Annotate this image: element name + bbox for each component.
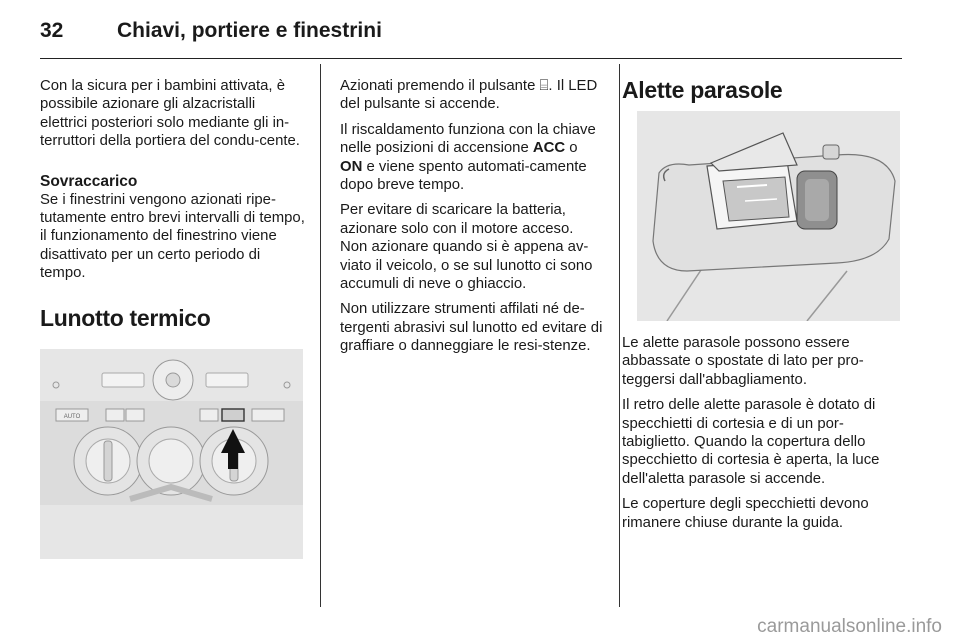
or-word: o (565, 140, 578, 157)
overload-paragraph: Se i finestrini vengono azionati ripe-tutamente entro brevi intervalli di tempo, il funzionamento del finestrino viene disattivato per un certo periodo di tempo. (40, 191, 305, 282)
column-divider-2 (619, 64, 620, 607)
auto-button-label: AUTO (63, 414, 81, 420)
column-right (622, 76, 902, 104)
header-rule (40, 58, 902, 59)
sun-visor-paragraph-3: Le coperture degli specchietti devono rimanere chiuse durante la guida. (622, 496, 869, 531)
battery-paragraph: Per evitare di scaricare la batteria, azionare solo con il motore acceso. Non azionare quando si è appena av-viato il veicolo, o se sul lunotto ci sono accumuli di neve o ghiaccio. (340, 202, 593, 293)
sun-visor-paragraph-1: Le alette parasole possono essere abbassate o spostate di lato per pro-teggersi dall'abbagliamento. (622, 335, 864, 388)
ignition-text-end: e viene spento automati-camente dopo breve tempo. (340, 158, 587, 194)
page-number: 32 (40, 19, 64, 42)
sun-visor-illustration (637, 111, 900, 321)
ignition-text-start: Il riscaldamento funziona con la chiave nelle posizioni di accensione (340, 121, 596, 157)
sun-visor-figure (637, 111, 900, 321)
climate-control-illustration (40, 349, 303, 559)
sun-visor-paragraph-2: Il retro delle alette parasole è dotato di specchietti di cortesia e di un por-tabiglietto. Quando la copertura dello specchietto di cortesia è aperta, la luce dell'aletta parasole si accende. (622, 397, 880, 487)
column-divider-1 (320, 64, 321, 607)
on-label: ON (340, 158, 363, 175)
watermark: carmanualsonline.info (757, 616, 942, 637)
rear-window-heading: Lunotto termico (40, 304, 211, 331)
column-left (40, 77, 305, 332)
page-title: Chiavi, portiere e finestrini (117, 19, 382, 42)
child-lock-paragraph: Con la sicura per i bambini attivata, è possibile azionare gli alzacristalli elettrici posteriori solo mediante gli in-terruttori della portiera del condu-cente. (40, 78, 300, 150)
ignition-paragraph (340, 121, 603, 195)
column-right-body (622, 334, 904, 539)
button-activation-paragraph: Azionati premendo il pulsante ⌸. Il LED del pulsante si accende. (340, 78, 598, 113)
acc-label: ACC (532, 140, 566, 157)
column-middle (340, 77, 603, 363)
cleaning-paragraph: Non utilizzare strumenti affilati né de-tergenti abrasivi sul lunotto ed evitare di graffiare o danneggiare le resi-stenze. (340, 301, 603, 355)
heated-rear-window-figure (40, 349, 303, 559)
sun-visors-heading: Alette parasole (622, 77, 783, 103)
overload-heading: Sovraccarico (40, 172, 138, 190)
